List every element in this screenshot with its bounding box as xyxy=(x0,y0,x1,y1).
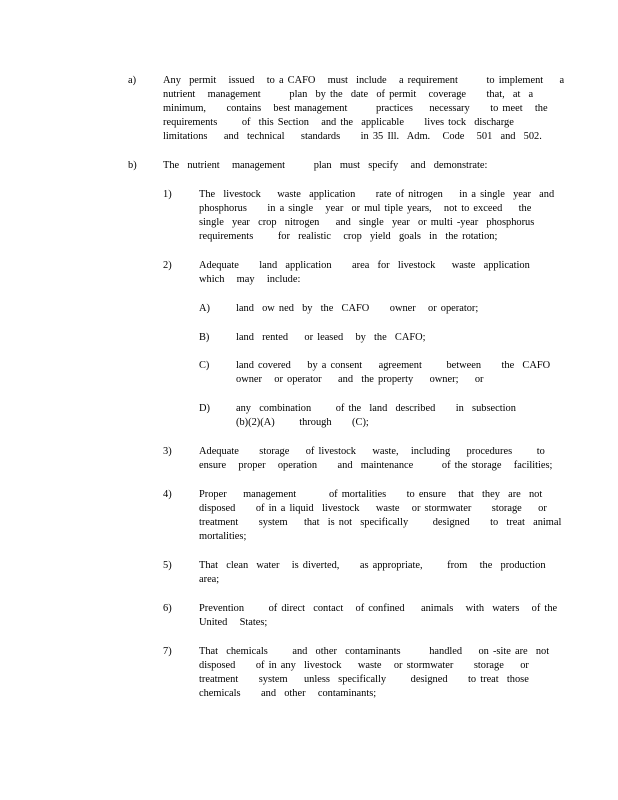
subitem-d-label: D) xyxy=(199,403,210,414)
subitem-c-line: owner or operator and the property owner; or xyxy=(236,374,484,385)
section-a-line: nutrient management plan by the date of permit coverage that, at a xyxy=(163,89,534,100)
item-5-label: 5) xyxy=(163,560,172,571)
item-6-line: United States; xyxy=(199,617,268,628)
item-4-line: mortalities; xyxy=(199,531,247,542)
item-1-line: The livestock waste application rate of nitrogen in a single year and xyxy=(199,189,555,200)
item-3-line: ensure proper operation and maintenance of the storage facilities; xyxy=(199,460,553,471)
item-7-line: That chemicals and other contaminants handled on -site are not xyxy=(199,646,550,657)
section-a-line: minimum, contains best management practices necessary to meet the xyxy=(163,103,548,114)
item-6-line: Prevention of direct contact of confined animals with waters of the xyxy=(199,603,558,614)
subitem-a-line: land ow ned by the CAFO owner or operator; xyxy=(236,303,479,314)
item-4-line: Proper management of mortalities to ensure that they are not xyxy=(199,489,543,500)
item-2-line: Adequate land application area for livestock waste application xyxy=(199,260,530,271)
section-b-label: b) xyxy=(128,160,137,171)
subitem-d-line: any combination of the land described in subsection xyxy=(236,403,516,414)
section-a-label: a) xyxy=(128,75,137,86)
item-7-line: chemicals and other contaminants; xyxy=(199,688,377,699)
subitem-d-line: (b)(2)(A) through (C); xyxy=(236,417,369,428)
item-1-label: 1) xyxy=(163,189,172,200)
item-5-line: That clean water is diverted, as appropriate, from the production xyxy=(199,560,546,571)
item-4-line: disposed of in a liquid livestock waste or stormwater storage or xyxy=(199,503,547,514)
item-1-line: single year crop nitrogen and single year or multi -year phosphorus xyxy=(199,217,535,228)
item-7-label: 7) xyxy=(163,646,172,657)
item-3-line: Adequate storage of livestock waste, including procedures to xyxy=(199,446,545,457)
item-4-line: treatment system that is not specifically designed to treat animal xyxy=(199,517,562,528)
item-6-label: 6) xyxy=(163,603,172,614)
subitem-c-line: land covered by a consent agreement between the CAFO xyxy=(236,360,551,371)
item-7-line: treatment system unless specifically designed to treat those xyxy=(199,674,529,685)
subitem-b-label: B) xyxy=(199,332,210,343)
item-2-line: which may include: xyxy=(199,274,301,285)
item-1-line: requirements for realistic crop yield goals in the rotation; xyxy=(199,231,498,242)
subitem-a-label: A) xyxy=(199,303,210,314)
section-b-line: The nutrient management plan must specify and demonstrate: xyxy=(163,160,488,171)
item-3-label: 3) xyxy=(163,446,172,457)
item-1-line: phosphorus in a single year or mul tiple years, not to exceed the xyxy=(199,203,532,214)
section-a-line: limitations and technical standards in 35 Ill. Adm. Code 501 and 502. xyxy=(163,131,542,142)
subitem-b-line: land rented or leased by the CAFO; xyxy=(236,332,426,343)
item-4-label: 4) xyxy=(163,489,172,500)
section-a-line: requirements of this Section and the applicable lives tock discharge xyxy=(163,117,514,128)
item-2-label: 2) xyxy=(163,260,172,271)
subitem-c-label: C) xyxy=(199,360,210,371)
item-5-line: area; xyxy=(199,574,220,585)
section-a-line: Any permit issued to a CAFO must include a requirement to implement a xyxy=(163,75,565,86)
item-7-line: disposed of in any livestock waste or stormwater storage or xyxy=(199,660,529,671)
